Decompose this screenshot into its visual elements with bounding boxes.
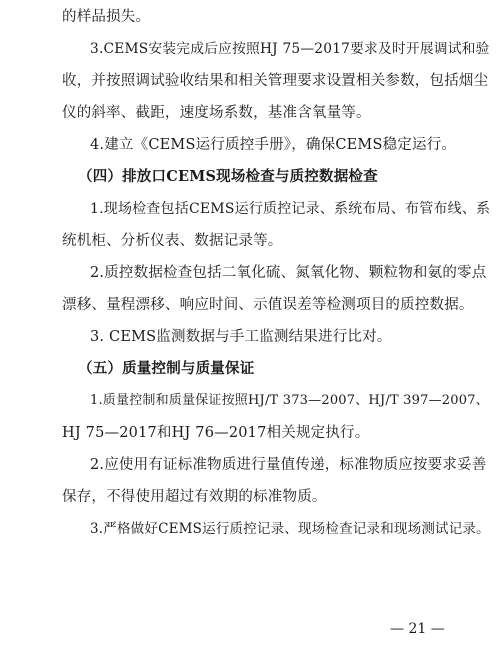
text-line-3: 收，并按照调试验收结果和相关管理要求设置相关参数，包括烟尘 (62, 73, 489, 89)
text-line-14: HJ 75—2017和HJ 76—2017相关规定执行。 (62, 425, 370, 441)
text-line-9: 2.质控数据检查包括二氧化硫、氮氧化物、颗粒物和氨的零点 (90, 265, 487, 281)
text-line-1: 的样品损失。 (62, 9, 151, 25)
text-line-8: 统机柜、分析仪表、数据记录等。 (62, 233, 283, 249)
text-line-15: 2.应使用有证标准物质进行量值传递，标准物质应按要求妥善 (90, 457, 487, 473)
text-line-7: 1.现场检查包括CEMS运行质控记录、系统布局、布管布线、系 (90, 201, 491, 217)
text-line-10: 漂移、量程漂移、响应时间、示值误差等检测项目的质控数据。 (62, 297, 474, 313)
text-line-4: 仪的斜率、截距，速度场系数，基准含氧量等。 (62, 105, 371, 121)
text-line-16: 保存，不得使用超过有效期的标准物质。 (62, 489, 327, 505)
text-line-2: 3.CEMS安装完成后应按照HJ 75—2017要求及时开展调试和验 (90, 41, 490, 57)
text-line-17: 3.严格做好CEMS运行质控记录、现场检查记录和现场测试记录。 (90, 521, 490, 537)
section-heading-5: （五）质量控制与质量保证 (78, 360, 255, 377)
text-line-13: 1.质量控制和质量保证按照HJ/T 373—2007、HJ/T 397—2007、 (90, 393, 489, 408)
text-line-11: 3. CEMS监测数据与手工监测结果进行比对。 (90, 329, 392, 345)
section-heading-4: （四）排放口CEMS现场检查与质控数据检查 (78, 168, 378, 185)
text-line-5: 4.建立《CEMS运行质控手册》，确保CEMS稳定运行。 (90, 137, 457, 153)
page-number: — 21 — (390, 621, 445, 637)
